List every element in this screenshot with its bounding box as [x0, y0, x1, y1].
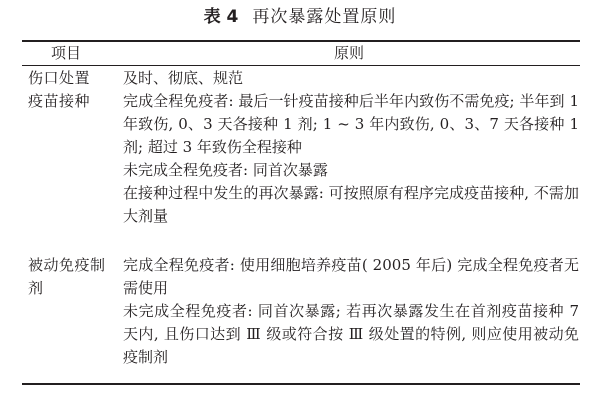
table-title: 再次暴露处置原则	[252, 7, 397, 27]
table-caption	[0, 6, 600, 28]
row-label-passive-immunization: 被动免疫制剂	[28, 256, 106, 297]
table-cell-line: 完成全程免疫者: 最后一针疫苗接种后半年内致伤不需免疫; 半年到 1 年致伤, 0、3 天各接种 1 剂; 1 ~ 3 年内致伤, 0、3、7 天各接种 1 剂; 超过 3 年致伤全程接种	[123, 92, 579, 156]
column-header-principle: 原则	[333, 44, 364, 62]
row-content-passive-immunization	[123, 254, 579, 369]
table-bottom-rule	[22, 383, 580, 385]
table-cell-line: 未完成全程免疫者: 同首次暴露	[123, 161, 328, 179]
table-header-rule	[22, 65, 580, 66]
row-content-vaccination	[123, 90, 579, 228]
table-cell-line: 在接种过程中发生的再次暴露: 可按照原有程序完成疫苗接种, 不需加大剂量	[123, 184, 579, 225]
row-content-wound-treatment	[123, 67, 579, 90]
column-header-item: 项目	[50, 44, 81, 62]
row-label-vaccination: 疫苗接种	[28, 92, 91, 110]
table-cell-line: 未完成全程免疫者: 同首次暴露; 若再次暴露发生在首剂疫苗接种 7 天内, 且伤口达到 Ⅲ 级或符合按 Ⅲ 级处置的特例, 则应使用被动免疫制剂	[123, 302, 579, 366]
table-number: 表 4	[203, 7, 239, 27]
table-cell-line: 及时、彻底、规范	[123, 69, 244, 87]
row-label-wound-treatment: 伤口处置	[28, 69, 91, 87]
table-cell-line: 完成全程免疫者: 使用细胞培养疫苗( 2005 年后) 完成全程免疫者无需使用	[123, 256, 579, 297]
